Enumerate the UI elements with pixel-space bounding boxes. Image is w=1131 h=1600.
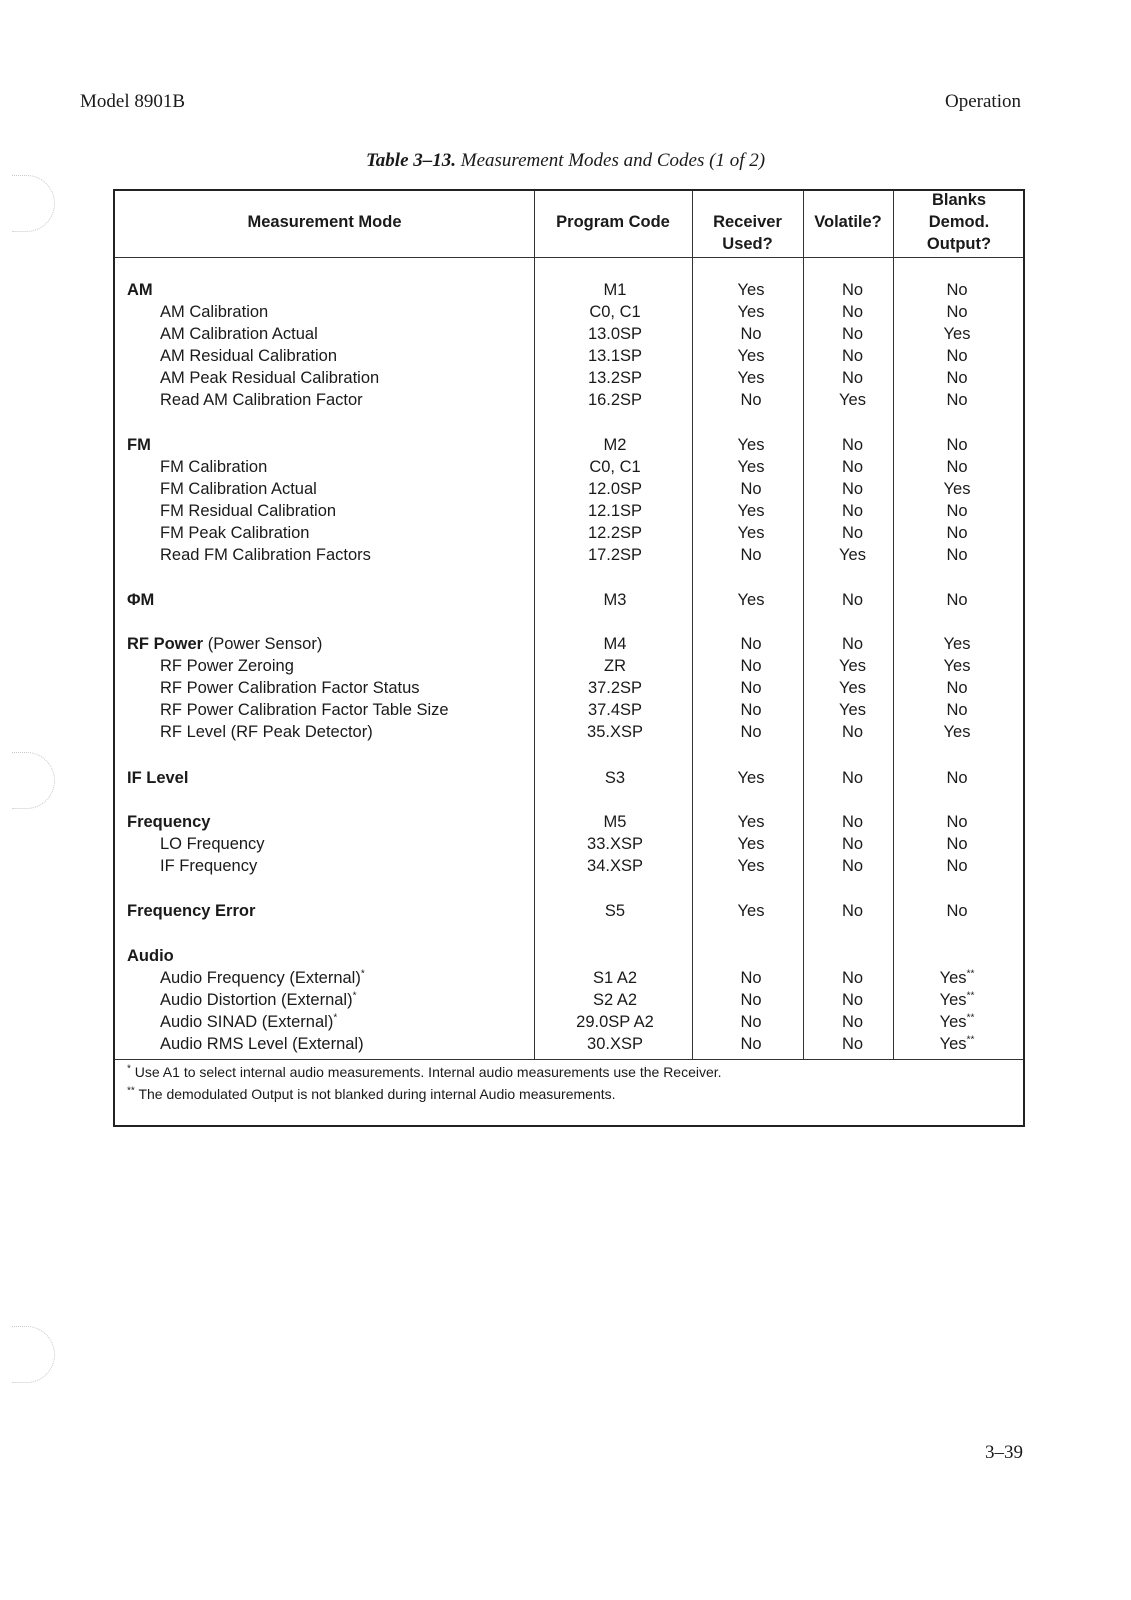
row-code: 37.2SP [587,679,643,697]
row-code: 33.XSP [587,835,643,853]
footnote-mark: ** [966,1034,975,1046]
row-mode: FM [127,436,151,454]
row-receiver: No [740,1035,762,1053]
header-receiver-line2: Used? [722,235,773,253]
row-blanks: No [946,281,968,299]
row-code: 29.0SP A2 [576,1013,654,1031]
row-volatile: No [841,991,864,1009]
column-divider [692,191,693,1060]
row-receiver: Yes [737,813,765,831]
column-divider [803,191,804,1060]
row-blanks: Yes [943,657,971,675]
row-blanks [907,989,1007,1011]
row-code: M5 [603,813,627,831]
row-receiver: Yes [737,524,765,542]
row-blanks: No [946,524,968,542]
footnote-mark: ** [966,968,975,980]
row-code: C0, C1 [589,458,641,476]
row-receiver: Yes [737,369,765,387]
row-volatile: No [841,835,864,853]
row-blanks: No [946,458,968,476]
row-code: ZR [604,657,626,675]
row-volatile: No [841,857,864,875]
caption-number: Table 3–13. [365,150,457,171]
row-mode: AM Residual Calibration [160,347,337,365]
footnote-1 [127,1063,722,1081]
row-blanks [907,1011,1007,1033]
column-divider [893,191,894,1060]
row-blanks: No [946,546,968,564]
row-mode: RF Power Zeroing [160,657,294,675]
footnote-mark: ** [127,1085,135,1097]
row-mode: LO Frequency [160,835,265,853]
row-receiver: Yes [737,591,765,609]
row-volatile: Yes [839,546,866,564]
row-receiver: Yes [737,857,765,875]
row-blanks-text: Yes [939,991,967,1009]
header-blanks-line3: Output? [926,235,992,253]
punch-hole [12,175,55,232]
row-volatile: Yes [839,701,866,719]
row-volatile: No [841,813,864,831]
page-number: 3–39 [985,1442,1023,1463]
row-blanks: Yes [943,723,971,741]
row-blanks: No [946,701,968,719]
footnote-mark: * [127,1063,131,1075]
row-mode: AM [127,281,153,299]
header-receiver-line1: Receiver [713,213,782,231]
row-volatile: No [841,591,864,609]
row-receiver: No [740,679,762,697]
row-blanks-text: Yes [939,969,967,987]
header-program-code: Program Code [556,213,670,231]
row-blanks: No [946,502,968,520]
row-receiver: Yes [737,835,765,853]
footnote-mark: * [352,990,357,1002]
row-mode: ΦM [127,591,155,609]
row-mode-bold: RF Power [127,635,204,653]
row-mode: Frequency Error [127,902,256,920]
footnote-2 [127,1085,616,1103]
header-blanks-output [893,189,1025,255]
row-volatile: No [841,436,864,454]
measurement-modes-table [113,189,1025,1127]
row-code: 12.0SP [587,480,643,498]
row-code: M4 [603,635,627,653]
row-volatile: No [841,369,864,387]
row-code: 30.XSP [587,1035,643,1053]
row-receiver: Yes [737,347,765,365]
row-code: 16.2SP [587,391,643,409]
row-volatile: No [841,902,864,920]
footnote-mark: ** [966,1012,975,1024]
row-code: 34.XSP [587,857,643,875]
row-blanks: No [946,835,968,853]
header-section: Operation [945,91,1021,112]
row-receiver: Yes [737,436,765,454]
row-receiver: Yes [737,769,765,787]
row-code: C0, C1 [589,303,641,321]
row-volatile: Yes [839,391,866,409]
footnote-mark: ** [966,990,975,1002]
row-mode: FM Residual Calibration [160,502,337,520]
row-receiver: No [740,635,762,653]
header-blanks-line1: Blanks [931,191,987,209]
header-measurement-mode: Measurement Mode [247,213,402,231]
row-mode: Audio [127,947,174,965]
row-receiver: No [740,391,762,409]
row-receiver: No [740,480,762,498]
row-blanks: No [946,679,968,697]
row-mode: AM Calibration [160,303,269,321]
header-receiver-used [692,211,803,255]
header-volatile: Volatile? [814,213,882,231]
row-mode: Frequency [127,813,211,831]
row-volatile: No [841,347,864,365]
row-blanks: No [946,769,968,787]
row-receiver: No [740,1013,762,1031]
row-mode-text: Audio Distortion (External) [160,991,353,1009]
footnote-divider [115,1059,1023,1060]
row-volatile: No [841,524,864,542]
row-blanks: No [946,591,968,609]
header-model: Model 8901B [80,91,186,112]
row-volatile: Yes [839,679,866,697]
row-mode: RF Level (RF Peak Detector) [160,723,373,741]
row-blanks [907,967,1007,989]
row-code: 12.1SP [587,502,643,520]
row-blanks: Yes [943,635,971,653]
row-receiver: Yes [737,303,765,321]
row-code: 12.2SP [587,524,643,542]
row-receiver: No [740,657,762,675]
caption-title: Measurement Modes and Codes (1 of 2) [460,150,766,171]
row-volatile: Yes [839,657,866,675]
row-volatile: No [841,303,864,321]
row-receiver: No [740,325,762,343]
row-blanks: No [946,813,968,831]
row-mode: RF Power Calibration Factor Status [160,679,420,697]
row-blanks [907,1033,1007,1055]
footnote-mark: * [333,1012,338,1024]
row-mode: RF Power Calibration Factor Table Size [160,701,449,719]
row-mode: FM Calibration Actual [160,480,317,498]
row-mode: FM Peak Calibration [160,524,310,542]
row-receiver: No [740,991,762,1009]
row-blanks-text: Yes [939,1013,967,1031]
row-code: S1 A2 [592,969,638,987]
row-volatile: No [841,502,864,520]
row-receiver: Yes [737,458,765,476]
row-blanks: No [946,902,968,920]
row-volatile: No [841,969,864,987]
row-mode-text: Audio SINAD (External) [160,1013,334,1031]
row-volatile: No [841,480,864,498]
row-volatile: No [841,458,864,476]
row-mode: IF Frequency [160,857,258,875]
row-receiver: No [740,723,762,741]
punch-hole [12,752,55,809]
row-code: 35.XSP [587,723,643,741]
row-volatile: No [841,325,864,343]
row-code: S5 [604,902,626,920]
row-code: S2 A2 [592,991,638,1009]
row-code: 37.4SP [587,701,643,719]
row-code: 13.2SP [587,369,643,387]
row-blanks: Yes [943,480,971,498]
table-caption [0,150,1131,172]
footnote-text: The demodulated Output is not blanked during internal Audio measurements. [138,1086,616,1102]
row-mode: Audio RMS Level (External) [160,1035,364,1053]
row-blanks: No [946,303,968,321]
row-volatile: No [841,635,864,653]
row-code: 13.1SP [587,347,643,365]
footnote-mark: * [360,968,365,980]
row-receiver: Yes [737,502,765,520]
row-code: M3 [603,591,627,609]
row-mode: AM Peak Residual Calibration [160,369,380,387]
row-mode-rest: (Power Sensor) [203,635,323,653]
row-volatile: No [841,281,864,299]
header-divider [115,257,1023,258]
row-mode: FM Calibration [160,458,268,476]
row-code: M1 [603,281,627,299]
row-code: 17.2SP [587,546,643,564]
row-mode: AM Calibration Actual [160,325,318,343]
row-mode [160,1011,337,1033]
row-receiver: No [740,969,762,987]
row-receiver: No [740,701,762,719]
row-blanks: No [946,369,968,387]
row-receiver: Yes [737,281,765,299]
row-mode [127,633,322,655]
row-volatile: No [841,1013,864,1031]
row-mode: Read FM Calibration Factors [160,546,371,564]
row-blanks: No [946,391,968,409]
row-code: S3 [604,769,626,787]
punch-hole [12,1326,55,1383]
row-volatile: No [841,769,864,787]
row-receiver: Yes [737,902,765,920]
footnote-text: Use A1 to select internal audio measurements. Internal audio measurements use the Receiver. [134,1064,722,1080]
row-blanks-text: Yes [939,1035,967,1053]
row-code: M2 [603,436,627,454]
row-volatile: No [841,1035,864,1053]
row-blanks: Yes [943,325,971,343]
row-blanks: No [946,857,968,875]
row-mode [160,989,356,1011]
row-blanks: No [946,347,968,365]
row-mode-text: Audio Frequency (External) [160,969,361,987]
row-mode: Read AM Calibration Factor [160,391,363,409]
row-blanks: No [946,436,968,454]
header-blanks-line2: Demod. [928,213,990,231]
row-volatile: No [841,723,864,741]
row-mode [160,967,365,989]
column-divider [534,191,535,1060]
row-code: 13.0SP [587,325,643,343]
row-mode: IF Level [127,769,189,787]
row-receiver: No [740,546,762,564]
